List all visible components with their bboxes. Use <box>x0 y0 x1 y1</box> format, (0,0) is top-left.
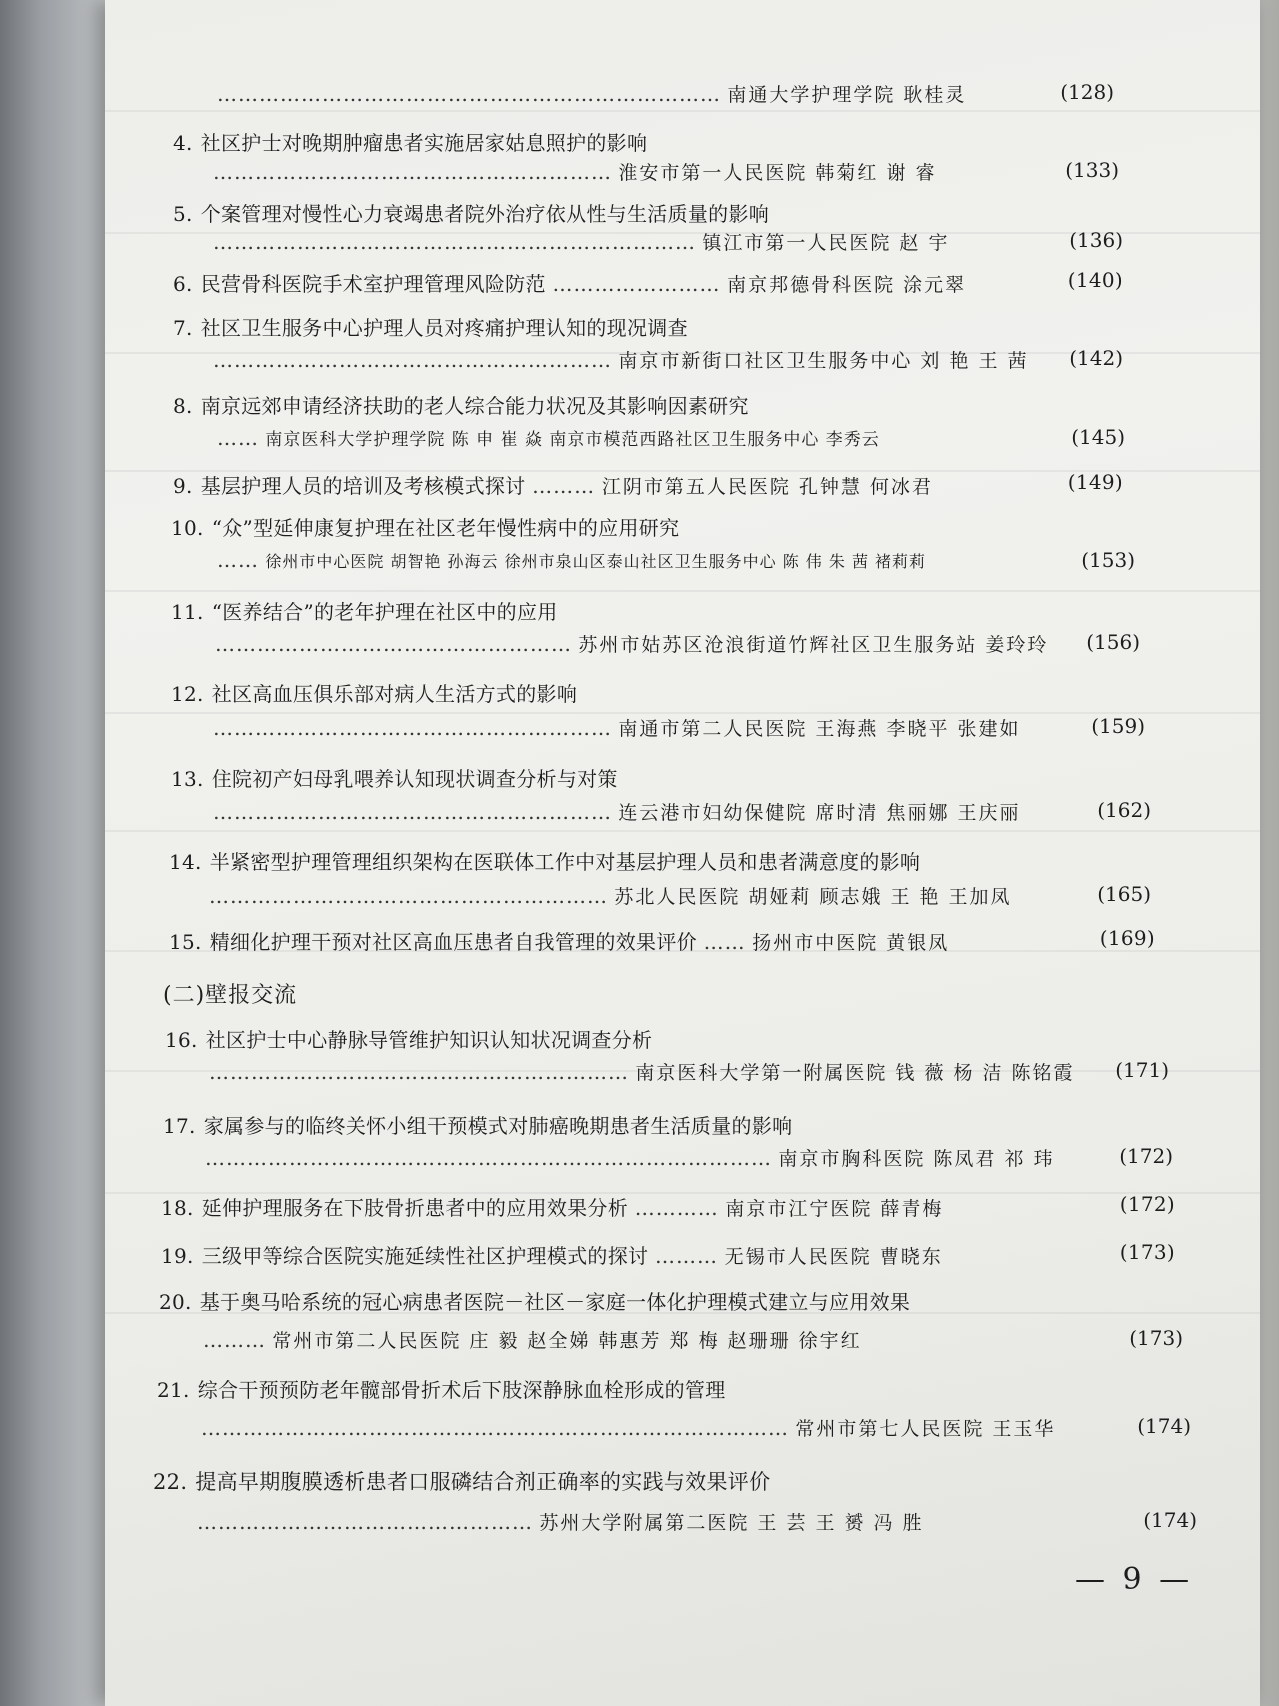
entry-authors: 常州市第二人民医院 庄 毅 赵全娣 韩惠芳 郑 梅 赵珊珊 徐宇红 <box>272 1330 862 1352</box>
entry-page: (149) <box>1067 470 1123 494</box>
entry-title: 个案管理对慢性心力衰竭患者院外治疗依从性与生活质量的影响 <box>200 202 770 226</box>
leader-dots: ……… <box>655 1244 718 1268</box>
leader-dots: ……… <box>532 474 596 498</box>
toc-entry-7-title <box>173 312 1260 341</box>
toc-entry-12-author-line <box>213 714 1145 741</box>
entry-authors: 南京市江宁医院 薛青梅 <box>725 1198 944 1220</box>
toc-entry-18 <box>161 1192 1175 1221</box>
entry-title: 提高早期腹膜透析患者口服磷结合剂正确率的实践与效果评价 <box>195 1470 771 1494</box>
entry-authors: 苏州市姑苏区沧浪街道竹辉社区卫生服务站 姜玲玲 <box>578 634 1049 656</box>
toc-entry-19 <box>161 1240 1175 1269</box>
toc-entry-21-author-line <box>201 1414 1191 1441</box>
entry-title: “众”型延伸康复护理在社区老年慢性病中的应用研究 <box>211 516 680 540</box>
toc-entry-8-author-line <box>217 425 1125 450</box>
entry-page: (153) <box>1081 548 1135 572</box>
entry-number: 14. <box>169 850 202 874</box>
toc-entry-16-author-line <box>209 1058 1169 1085</box>
section-heading: (二)壁报交流 <box>163 983 298 1008</box>
entry-title: “医养结合”的老年护理在社区中的应用 <box>211 600 558 624</box>
entry-page: (136) <box>1069 228 1123 252</box>
leader-dots: ………… <box>634 1196 719 1220</box>
entry-authors: 南京市新街口社区卫生服务中心 刘 艳 王 茜 <box>618 350 1029 372</box>
entry-title: 延伸护理服务在下肢骨折患者中的应用效果分析 <box>201 1196 629 1220</box>
entry-page: (142) <box>1069 346 1123 370</box>
entry-page: (171) <box>1115 1058 1169 1082</box>
entry-page: (159) <box>1091 714 1145 738</box>
entry-number: 5. <box>173 202 193 226</box>
entry-title: 综合干预预防老年髋部骨折术后下肢深静脉血栓形成的管理 <box>197 1378 726 1402</box>
entry-number: 19. <box>161 1244 194 1268</box>
leader-dots: ………………………………………………… <box>213 800 612 824</box>
entry-title: 社区高血压俱乐部对病人生活方式的影响 <box>211 682 578 706</box>
entry-authors: 南京市胸科医院 陈凤君 祁 玮 <box>778 1148 1055 1170</box>
entry-title: 南京远郊申请经济扶助的老人综合能力状况及其影响因素研究 <box>200 394 749 418</box>
entry-authors: 徐州市中心医院 胡智艳 孙海云 徐州市泉山区泰山社区卫生服务中心 陈 伟 朱 茜 褚莉莉 <box>265 552 927 571</box>
toc-entry-13-title <box>171 763 1260 792</box>
toc-entry-20-author-line <box>203 1326 1183 1353</box>
entry-title: 社区护士中心静脉导管维护知识认知状况调查分析 <box>205 1028 653 1052</box>
entry-number: 13. <box>171 767 204 791</box>
toc-entry-13-author-line <box>213 798 1151 825</box>
leader-dots: ………………………………………………… <box>213 348 612 372</box>
entry-number: 4. <box>173 131 193 155</box>
leader-dots: …… <box>217 426 259 450</box>
leader-dots: ………………………………………………… <box>213 160 612 184</box>
toc-entry-16-title <box>165 1024 1260 1053</box>
toc-entry-12-title <box>171 678 1260 707</box>
entry-authors: 苏北人民医院 胡娅莉 顾志娥 王 艳 王加凤 <box>614 886 1012 908</box>
toc-entry-7-author-line <box>213 346 1123 373</box>
page-number: — 9 — <box>1075 1562 1194 1597</box>
toc-entry-9 <box>173 470 1123 499</box>
entry-number: 21. <box>157 1378 190 1402</box>
entry-authors: 南京邦德骨科医院 涂元翠 <box>727 274 967 296</box>
entry-number: 6. <box>173 272 193 296</box>
entry-page: (133) <box>1065 158 1119 182</box>
entry-number: 22. <box>153 1470 188 1494</box>
entry-authors: 南通大学护理学院 耿桂灵 <box>727 84 967 106</box>
entry-number: 15. <box>169 930 202 954</box>
entry-number: 7. <box>173 316 193 340</box>
entry-page: (174) <box>1143 1508 1197 1532</box>
toc-entry-5-title <box>173 198 1260 227</box>
toc-entry-11-author-line <box>215 630 1140 657</box>
entry-number: 17. <box>163 1114 196 1138</box>
toc-entry-14-author-line <box>209 882 1151 909</box>
entry-title: 社区卫生服务中心护理人员对疼痛护理认知的现况调查 <box>200 316 688 340</box>
entry-number: 16. <box>165 1028 198 1052</box>
leader-dots: ………………………………………………… <box>213 716 612 740</box>
entry-authors: 连云港市妇幼保健院 席时清 焦丽娜 王庆丽 <box>618 802 1021 824</box>
entry-authors: 江阴市第五人民医院 孔钟慧 何冰君 <box>601 476 933 498</box>
entry-number: 12. <box>171 682 204 706</box>
toc-entry-5-author-line <box>213 228 1123 255</box>
entry-page: (174) <box>1137 1414 1191 1438</box>
entry-number: 8. <box>173 394 193 418</box>
leader-dots: …………………………………………………… <box>209 1060 629 1084</box>
toc-entry-17-author-line <box>205 1144 1173 1171</box>
entry-number: 10. <box>171 516 204 540</box>
leader-dots: ……… <box>203 1328 266 1352</box>
leader-dots: …… <box>217 548 259 572</box>
entry-title: 家属参与的临终关怀小组干预模式对肺癌晚期患者生活质量的影响 <box>203 1114 793 1138</box>
entry-number: 18. <box>161 1196 194 1220</box>
entry-page: (173) <box>1119 1240 1175 1264</box>
leader-dots: …………………………………………………………… <box>213 230 696 254</box>
toc-entry-17-title <box>163 1110 1260 1139</box>
toc-entry-10-author-line <box>217 548 1135 572</box>
entry-authors: 南京医科大学第一附属医院 钱 薇 杨 洁 陈铭霞 <box>635 1062 1075 1084</box>
toc-entry-4-title <box>173 127 1260 156</box>
entry-page: (169) <box>1099 926 1155 950</box>
toc-entry-11-title <box>171 596 1260 625</box>
leader-dots: ……………………………………………………………………… <box>205 1146 772 1170</box>
toc-entry-20-title <box>159 1286 1260 1315</box>
entry-page: (145) <box>1071 425 1125 449</box>
entry-page: (165) <box>1097 882 1151 906</box>
entry-number: 9. <box>173 474 193 498</box>
leader-dots: ………………………………………… <box>197 1510 533 1534</box>
toc-entry-22-title <box>153 1466 1260 1496</box>
book-page <box>105 0 1260 1706</box>
entry-authors: 苏州大学附属第二医院 王 芸 王 赟 冯 胜 <box>539 1512 924 1534</box>
entry-title: 住院初产妇母乳喂养认知现状调查分析与对策 <box>211 767 618 791</box>
toc-entry-22-author-line <box>197 1508 1197 1535</box>
entry-title: 精细化护理干预对社区高血压患者自我管理的效果评价 <box>209 930 697 954</box>
toc-entry-14-title <box>169 846 1260 875</box>
leader-dots: …………………… <box>552 272 721 296</box>
entry-title: 民营骨科医院手术室护理管理风险防范 <box>200 272 546 296</box>
entry-authors: 南京医科大学护理学院 陈 申 崔 焱 南京市模范西路社区卫生服务中心 李秀云 <box>265 430 880 450</box>
entry-title: 基层护理人员的培训及考核模式探讨 <box>200 474 526 498</box>
toc-entry-3-author-line <box>217 80 1114 107</box>
entry-number: 20. <box>159 1290 192 1314</box>
entry-title: 半紧密型护理管理组织架构在医联体工作中对基层护理人员和患者满意度的影响 <box>209 850 921 874</box>
entry-authors: 无锡市人民医院 曹晓东 <box>724 1246 943 1268</box>
leader-dots: ………………………………………………… <box>209 884 608 908</box>
entry-authors: 淮安市第一人民医院 韩菊红 谢 睿 <box>618 162 937 184</box>
entry-title: 基于奥马哈系统的冠心病患者医院－社区－家庭一体化护理模式建立与应用效果 <box>199 1290 911 1314</box>
toc-entry-10-title <box>171 512 1260 541</box>
leader-dots: ………………………………………………………………………… <box>201 1416 789 1440</box>
entry-page: (173) <box>1129 1326 1183 1350</box>
leader-dots: ……………………………………………………………… <box>217 82 721 106</box>
leader-dots: …… <box>703 930 746 954</box>
entry-title: 社区护士对晚期肿瘤患者实施居家姑息照护的影响 <box>200 131 648 155</box>
toc-entry-21-title <box>157 1374 1260 1403</box>
entry-page: (162) <box>1097 798 1151 822</box>
entry-number: 11. <box>171 600 204 624</box>
entry-page: (172) <box>1119 1192 1175 1216</box>
leader-dots: …………………………………………… <box>215 632 572 656</box>
toc-entry-6 <box>173 268 1123 297</box>
toc-entry-15 <box>169 926 1155 955</box>
entry-title: 三级甲等综合医院实施延续性社区护理模式的探讨 <box>201 1244 649 1268</box>
entry-page: (156) <box>1086 630 1140 654</box>
toc-entry-4-author-line <box>213 158 1119 185</box>
entry-authors: 南通市第二人民医院 王海燕 李晓平 张建如 <box>618 718 1021 740</box>
entry-page: (128) <box>1060 80 1114 104</box>
entry-page: (172) <box>1119 1144 1173 1168</box>
toc-entry-8-title <box>173 390 1260 419</box>
entry-authors: 扬州市中医院 黄银凤 <box>752 932 950 954</box>
entry-authors: 常州市第七人民医院 王玉华 <box>795 1418 1056 1440</box>
entry-page: (140) <box>1067 268 1123 292</box>
entry-authors: 镇江市第一人民医院 赵 宇 <box>702 232 950 254</box>
